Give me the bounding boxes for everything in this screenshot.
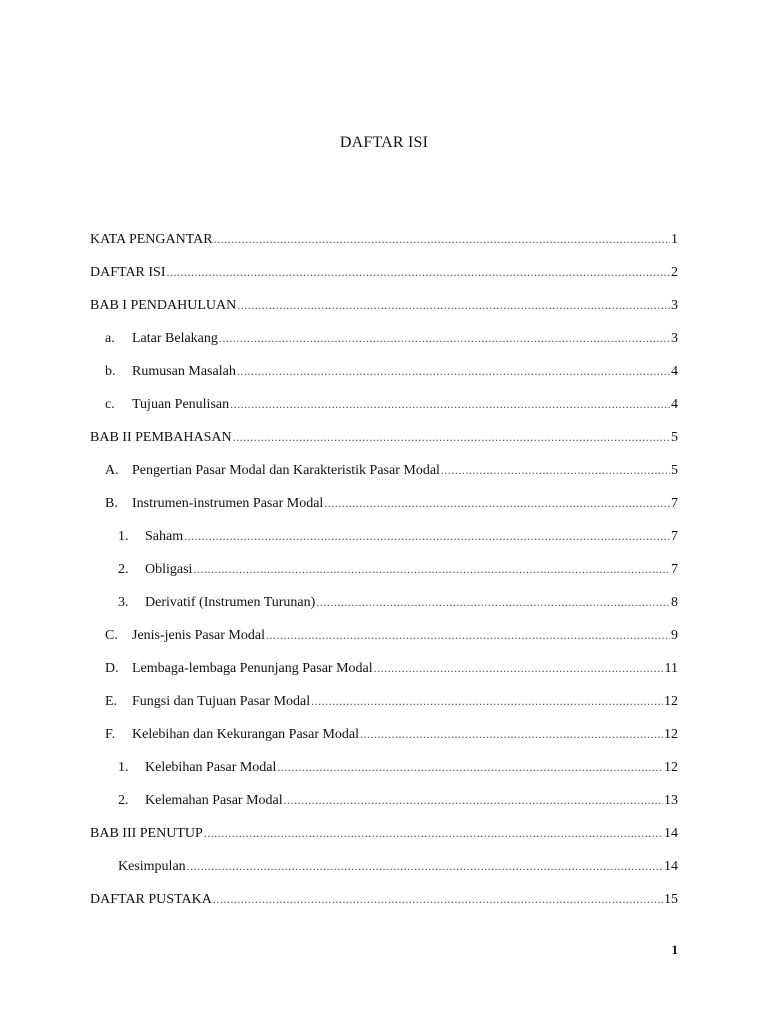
toc-entry[interactable]: [90, 790, 678, 823]
dot-leader: [237, 361, 670, 381]
dot-leader: [187, 856, 663, 876]
toc-entry[interactable]: [90, 262, 678, 295]
toc-entry-label: Lembaga-lembaga Penunjang Pasar Modal: [132, 661, 373, 676]
toc-entry-page: 8: [671, 595, 678, 610]
toc-entry[interactable]: [90, 526, 678, 559]
toc-entry-label: Fungsi dan Tujuan Pasar Modal: [132, 694, 311, 709]
dot-leader: [214, 229, 670, 249]
dot-leader: [360, 724, 663, 744]
toc-entry[interactable]: [90, 229, 678, 262]
toc-entry-label: Jenis-jenis Pasar Modal: [132, 628, 265, 643]
toc-entry[interactable]: [90, 757, 678, 790]
toc-entry-page: 4: [671, 397, 678, 412]
dot-leader: [237, 295, 670, 315]
toc-entry[interactable]: [90, 394, 678, 427]
toc-entry[interactable]: [90, 658, 678, 691]
dot-leader: [324, 493, 670, 513]
toc-entry-page: 7: [671, 529, 678, 544]
toc-entry-label: Derivatif (Instrumen Turunan): [145, 595, 316, 610]
toc-entry-page: 1: [671, 232, 678, 247]
toc-entry-marker: F.: [105, 727, 116, 742]
toc-entry-page: 7: [671, 562, 678, 577]
dot-leader: [311, 691, 663, 711]
dot-leader: [204, 823, 663, 843]
page-title: DAFTAR ISI: [339, 134, 429, 151]
toc-entry-marker: c.: [105, 397, 115, 412]
toc-entry[interactable]: [90, 559, 678, 592]
toc-entry-label: Tujuan Penulisan: [132, 397, 230, 412]
toc-entry[interactable]: [90, 625, 678, 658]
toc-entry-page: 11: [664, 661, 678, 676]
toc-entry[interactable]: [90, 328, 678, 361]
dot-leader: [277, 757, 663, 777]
toc-entry-marker: b.: [105, 364, 116, 379]
toc-entry-page: 12: [664, 727, 678, 742]
toc-entry-page: 7: [671, 496, 678, 511]
toc-entry-label: Rumusan Masalah: [132, 364, 236, 379]
toc-entry-label: BAB III PENUTUP: [90, 826, 203, 841]
toc-entry-label: DAFTAR ISI: [90, 265, 166, 280]
toc-entry-label: KATA PENGANTAR: [90, 232, 213, 247]
toc-entry-page: 4: [671, 364, 678, 379]
dot-leader: [441, 460, 670, 480]
toc-entry[interactable]: [90, 856, 678, 889]
toc-entry-page: 15: [664, 892, 678, 907]
toc-entry-label: BAB II PEMBAHASAN: [90, 430, 232, 445]
toc-entry[interactable]: [90, 592, 678, 625]
toc-entry-marker: 1.: [118, 529, 129, 544]
toc-entry-marker: A.: [105, 463, 119, 478]
toc-entry-marker: E.: [105, 694, 118, 709]
toc-entry-label: DAFTAR PUSTAKA: [90, 892, 212, 907]
dot-leader: [167, 262, 671, 282]
toc-entry-label: Kelebihan Pasar Modal: [145, 760, 277, 775]
toc-entry-marker: C.: [105, 628, 118, 643]
dot-leader: [230, 394, 670, 414]
toc-entry-label: Instrumen-instrumen Pasar Modal: [132, 496, 324, 511]
toc-entry-page: 14: [664, 859, 678, 874]
toc-entry[interactable]: [90, 889, 678, 922]
toc-entry-label: Kesimpulan: [118, 859, 186, 874]
toc-entry-marker: 2.: [118, 562, 129, 577]
toc-entry[interactable]: [90, 295, 678, 328]
toc-entry-marker: D.: [105, 661, 119, 676]
toc-entry[interactable]: [90, 427, 678, 460]
dot-leader: [284, 790, 663, 810]
dot-leader: [193, 559, 670, 579]
page-number: 1: [671, 942, 678, 957]
table-of-contents: [90, 229, 678, 922]
toc-entry-marker: 3.: [118, 595, 129, 610]
toc-entry-label: Latar Belakang: [132, 331, 218, 346]
toc-entry-page: 3: [671, 331, 678, 346]
toc-entry-page: 5: [671, 463, 678, 478]
toc-entry-label: Pengertian Pasar Modal dan Karakteristik Pasar Modal: [132, 463, 440, 478]
dot-leader: [233, 427, 670, 447]
dot-leader: [219, 328, 670, 348]
toc-entry[interactable]: [90, 823, 678, 856]
toc-entry-page: 14: [664, 826, 678, 841]
toc-entry[interactable]: [90, 460, 678, 493]
toc-entry-page: 13: [664, 793, 678, 808]
toc-entry-page: 12: [664, 694, 678, 709]
dot-leader: [184, 526, 670, 546]
toc-entry[interactable]: [90, 361, 678, 394]
toc-entry-label: Saham: [145, 529, 184, 544]
toc-entry-label: BAB I PENDAHULUAN: [90, 298, 237, 313]
toc-entry-page: 3: [671, 298, 678, 313]
toc-entry-label: Kelebihan dan Kekurangan Pasar Modal: [132, 727, 360, 742]
toc-entry-marker: a.: [105, 331, 115, 346]
dot-leader: [316, 592, 670, 612]
toc-entry[interactable]: [90, 493, 678, 526]
dot-leader: [266, 625, 670, 645]
toc-entry-page: 12: [664, 760, 678, 775]
toc-entry-label: Obligasi: [145, 562, 193, 577]
toc-entry[interactable]: [90, 724, 678, 757]
toc-entry[interactable]: [90, 691, 678, 724]
toc-entry-marker: 1.: [118, 760, 129, 775]
toc-entry-page: 9: [671, 628, 678, 643]
toc-entry-marker: B.: [105, 496, 118, 511]
toc-entry-page: 5: [671, 430, 678, 445]
dot-leader: [213, 889, 663, 909]
toc-entry-marker: 2.: [118, 793, 129, 808]
toc-entry-label: Kelemahan Pasar Modal: [145, 793, 283, 808]
dot-leader: [374, 658, 664, 678]
toc-entry-page: 2: [671, 265, 678, 280]
